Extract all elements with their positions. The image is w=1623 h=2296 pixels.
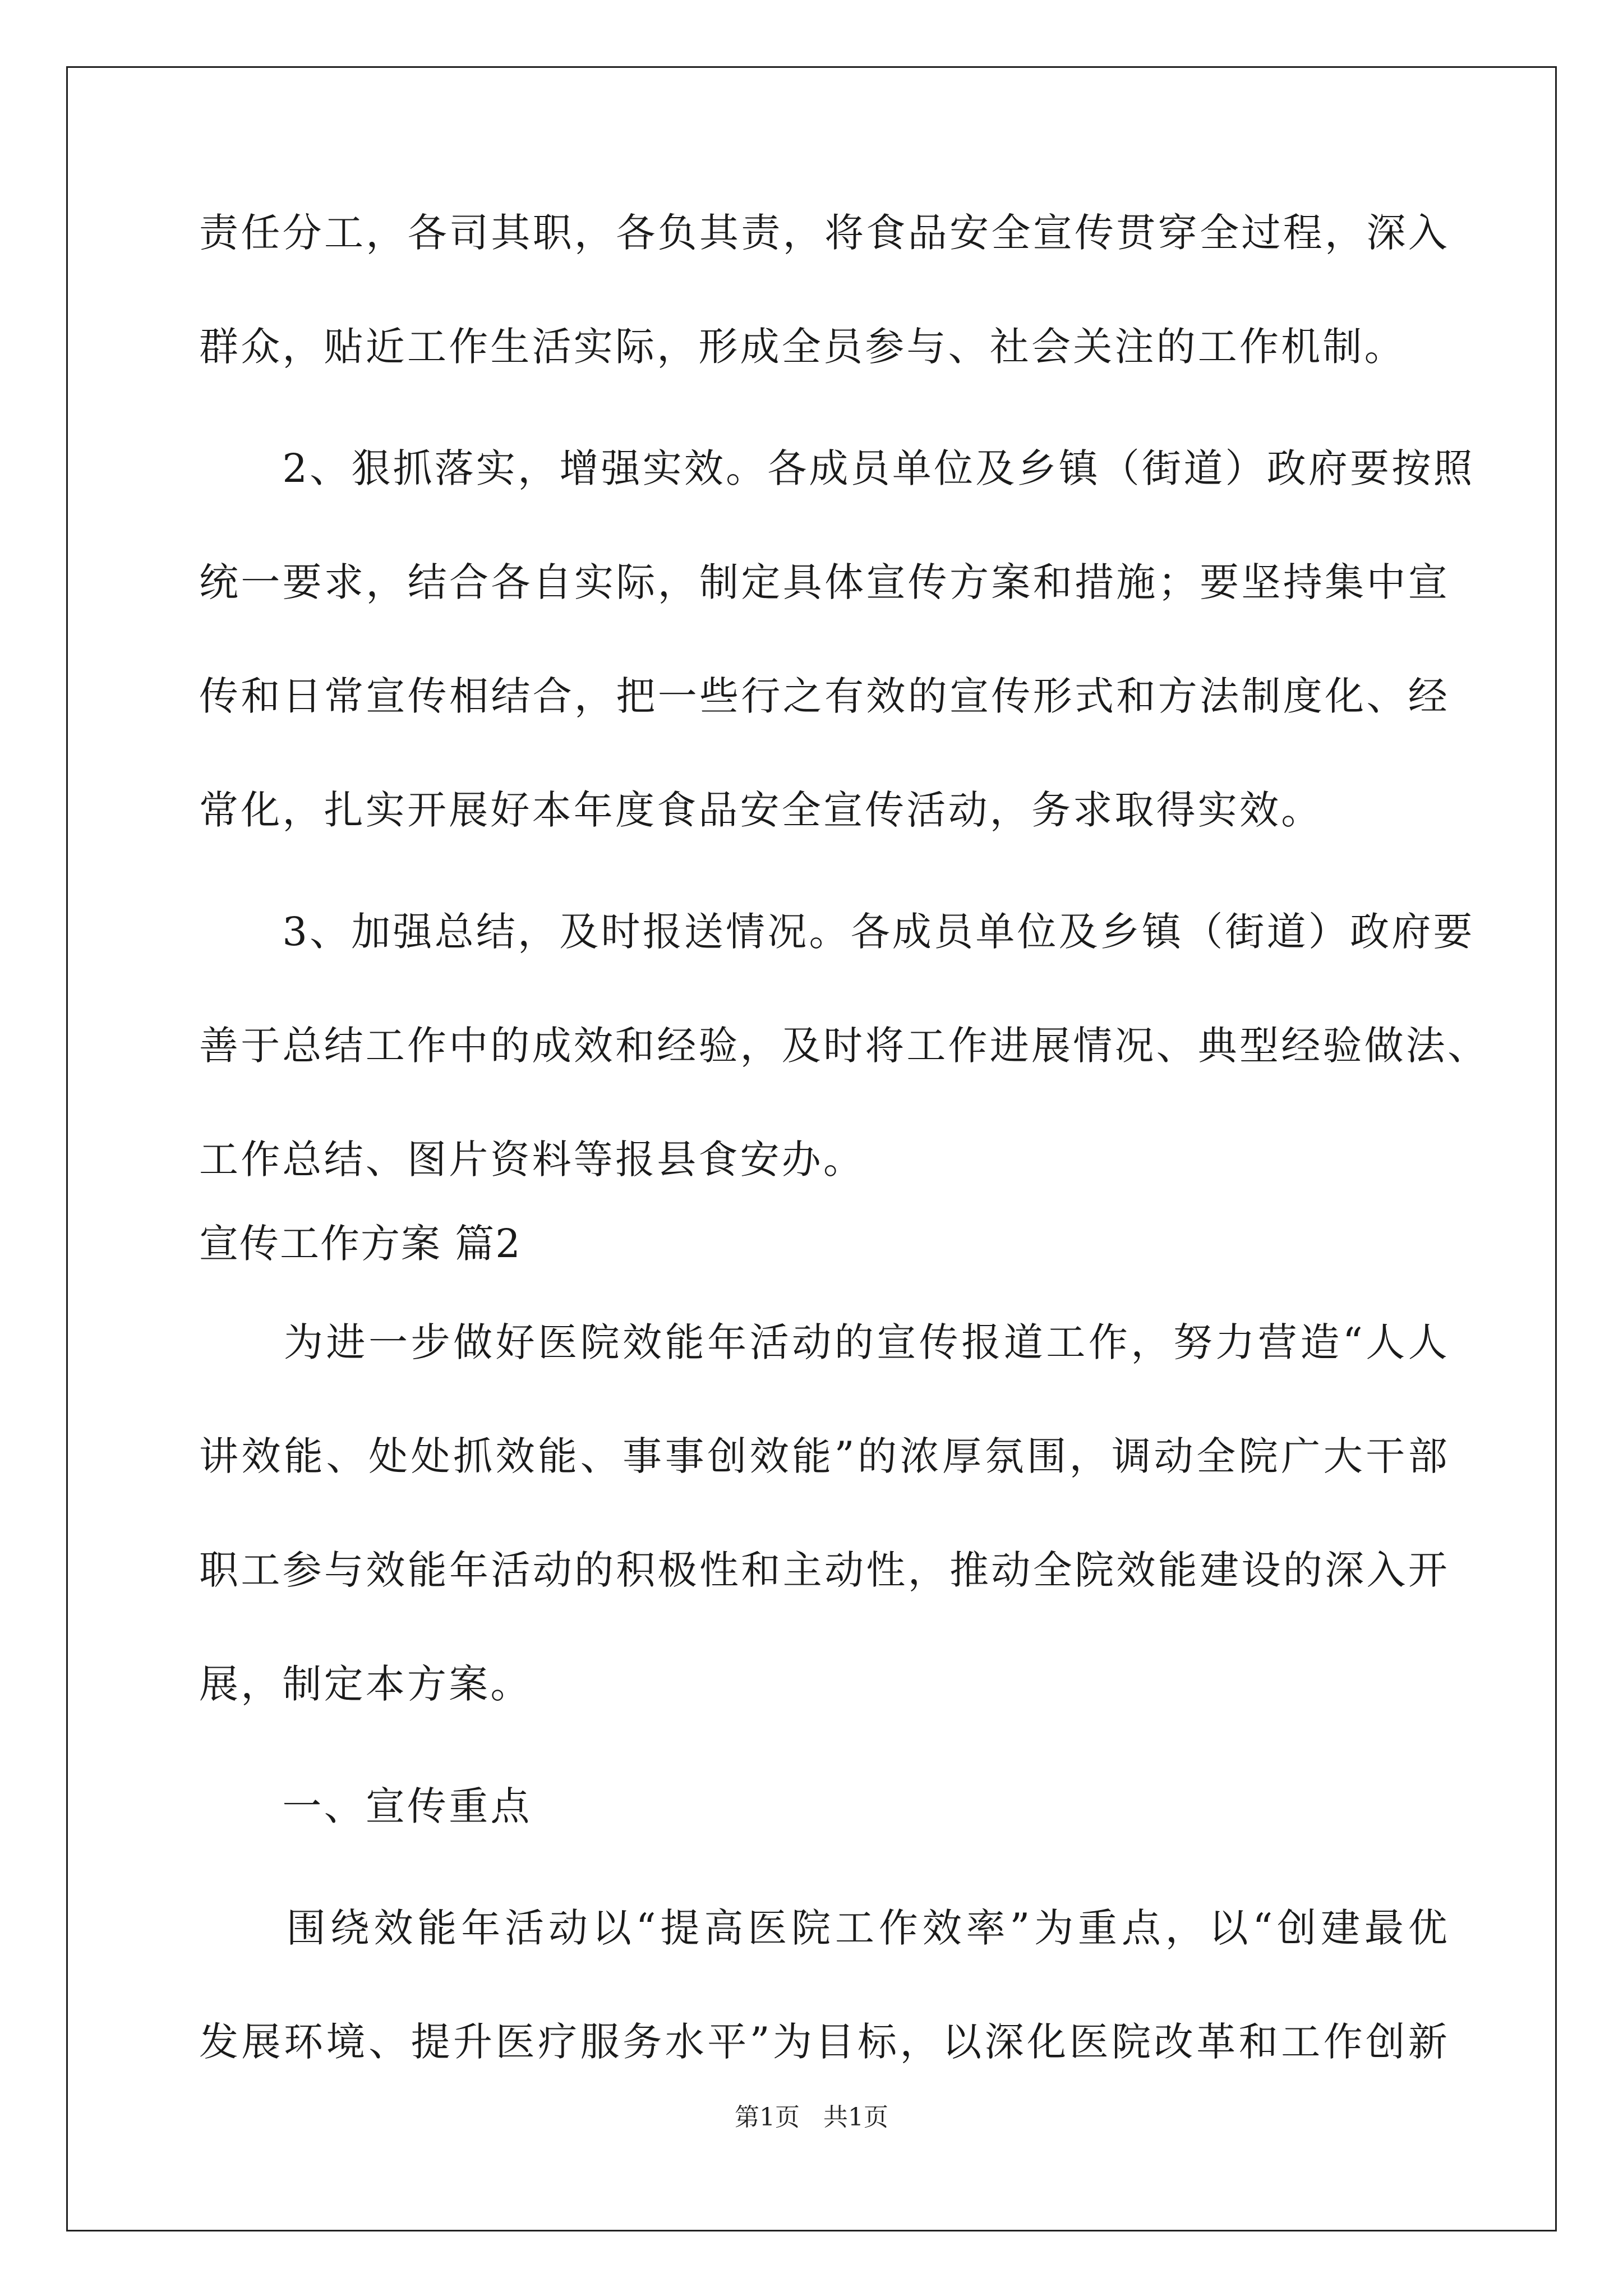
text-line: 一、宣传重点 <box>199 1783 532 1829</box>
text-line: 职工参与效能年活动的积极性和主动性，推动全院效能建设的深入开 <box>199 1547 1450 1593</box>
text-line: 3、加强总结，及时报送情况。各成员单位及乡镇（街道）政府要 <box>199 909 1475 955</box>
text-line: 为进一步做好医院效能年活动的宣传报道工作，努力营造“人人 <box>199 1319 1450 1365</box>
page-footer <box>0 2101 1623 2134</box>
text-line: 统一要求，结合各自实际，制定具体宣传方案和措施；要坚持集中宣 <box>199 559 1450 605</box>
text-line: 讲效能、处处抓效能、事事创效能”的浓厚氛围，调动全院广大干部 <box>199 1433 1450 1479</box>
text-line: 展，制定本方案。 <box>199 1661 532 1707</box>
text-line: 发展环境、提升医疗服务水平”为目标，以深化医院改革和工作创新 <box>199 2019 1450 2065</box>
text-line: 围绕效能年活动以“提高医院工作效率”为重点，以“创建最优 <box>199 1905 1450 1951</box>
text-line: 传和日常宣传相结合，把一些行之有效的宣传形式和方法制度化、经 <box>199 673 1450 719</box>
page-number: 第1页 <box>735 2103 800 2132</box>
text-line: 2、狠抓落实，增强实效。各成员单位及乡镇（街道）政府要按照 <box>199 445 1475 491</box>
section-heading: 宣传工作方案 篇2 <box>199 1221 522 1267</box>
text-line: 群众，贴近工作生活实际，形成全员参与、社会关注的工作机制。 <box>199 324 1406 370</box>
text-line: 责任分工，各司其职，各负其责，将食品安全宣传贯穿全过程，深入 <box>199 210 1450 256</box>
text-line: 善于总结工作中的成效和经验，及时将工作进展情况、典型经验做法、 <box>199 1023 1490 1069</box>
text-line: 工作总结、图片资料等报县食安办。 <box>199 1137 865 1182</box>
page-total: 共1页 <box>823 2103 888 2132</box>
text-line: 常化，扎实开展好本年度食品安全宣传活动，务求取得实效。 <box>199 787 1323 833</box>
